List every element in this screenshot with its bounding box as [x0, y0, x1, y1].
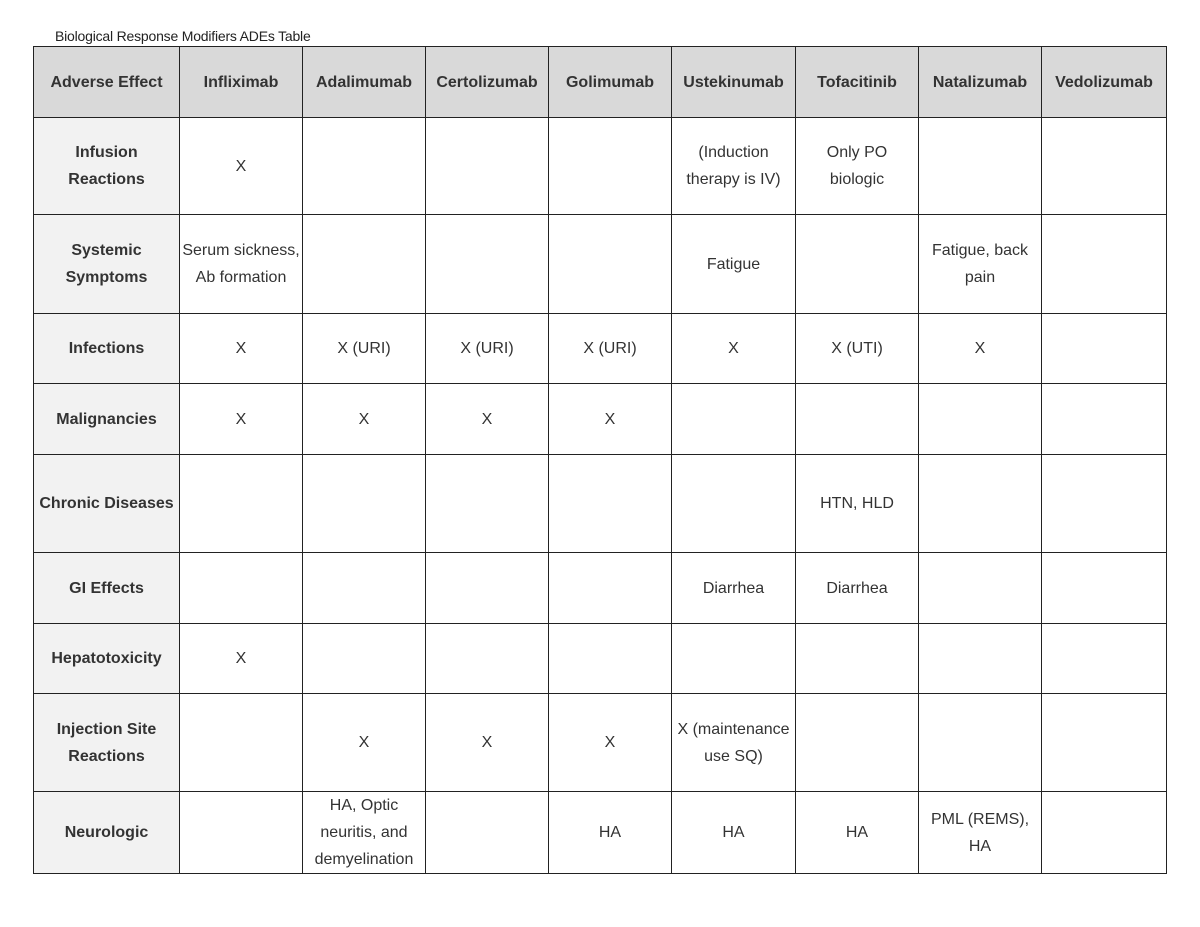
header-certolizumab: Certolizumab	[426, 47, 549, 118]
table-cell: X	[303, 694, 426, 792]
table-cell	[303, 624, 426, 694]
table-cell	[919, 694, 1042, 792]
table-cell: HA	[549, 792, 672, 874]
header-adverse-effect: Adverse Effect	[34, 47, 180, 118]
table-cell: X	[303, 384, 426, 455]
table-cell	[426, 624, 549, 694]
table-cell: X	[426, 384, 549, 455]
header-golimumab: Golimumab	[549, 47, 672, 118]
table-cell: X (URI)	[426, 314, 549, 384]
table-cell	[672, 624, 796, 694]
table-cell	[549, 553, 672, 624]
table-cell	[796, 694, 919, 792]
table-cell	[549, 118, 672, 215]
row-label: Infusion Reactions	[34, 118, 180, 215]
table-cell: Fatigue, back pain	[919, 215, 1042, 314]
table-cell: X	[549, 384, 672, 455]
table-cell	[1042, 314, 1167, 384]
table-cell	[426, 792, 549, 874]
table-cell: X	[672, 314, 796, 384]
table-cell	[1042, 792, 1167, 874]
table-cell	[426, 118, 549, 215]
header-tofacitinib: Tofacitinib	[796, 47, 919, 118]
table-row	[34, 553, 1167, 624]
table-row	[34, 455, 1167, 553]
table-cell: HA	[796, 792, 919, 874]
table-cell: X	[549, 694, 672, 792]
table-cell: Serum sickness, Ab formation	[180, 215, 303, 314]
table-cell	[1042, 118, 1167, 215]
table-cell	[796, 215, 919, 314]
row-label: Systemic Symptoms	[34, 215, 180, 314]
table-cell	[303, 455, 426, 553]
header-row	[34, 47, 1167, 118]
header-infliximab: Infliximab	[180, 47, 303, 118]
table-row	[34, 215, 1167, 314]
table-cell	[1042, 384, 1167, 455]
table-cell	[426, 553, 549, 624]
row-label: Hepatotoxicity	[34, 624, 180, 694]
table-cell	[1042, 694, 1167, 792]
table-cell	[672, 384, 796, 455]
row-label: Chronic Diseases	[34, 455, 180, 553]
table-cell: X	[180, 314, 303, 384]
table-cell	[796, 624, 919, 694]
table-cell	[919, 455, 1042, 553]
table-cell	[549, 215, 672, 314]
table-caption: Biological Response Modifiers ADEs Table	[55, 28, 311, 44]
row-label: Infections	[34, 314, 180, 384]
table-cell: X (URI)	[303, 314, 426, 384]
table-row	[34, 384, 1167, 455]
row-label: Malignancies	[34, 384, 180, 455]
ades-table	[33, 46, 1167, 874]
table-cell: Diarrhea	[796, 553, 919, 624]
table-cell: HTN, HLD	[796, 455, 919, 553]
table-cell: X	[180, 624, 303, 694]
table-cell: Fatigue	[672, 215, 796, 314]
table-row	[34, 624, 1167, 694]
table-cell	[672, 455, 796, 553]
table-row	[34, 694, 1167, 792]
header-vedolizumab: Vedolizumab	[1042, 47, 1167, 118]
table-cell	[1042, 624, 1167, 694]
table-cell	[180, 792, 303, 874]
table-cell	[796, 384, 919, 455]
table-row	[34, 792, 1167, 874]
table-cell	[426, 455, 549, 553]
table-row	[34, 118, 1167, 215]
table-cell: X	[919, 314, 1042, 384]
table-cell	[549, 624, 672, 694]
header-ustekinumab: Ustekinumab	[672, 47, 796, 118]
table-cell	[303, 215, 426, 314]
table-cell: X (maintenance use SQ)	[672, 694, 796, 792]
table-cell	[919, 384, 1042, 455]
header-natalizumab: Natalizumab	[919, 47, 1042, 118]
row-label: Neurologic	[34, 792, 180, 874]
table-cell	[303, 118, 426, 215]
row-label: Injection Site Reactions	[34, 694, 180, 792]
table-cell: X	[180, 118, 303, 215]
table-cell: HA	[672, 792, 796, 874]
table-cell	[303, 553, 426, 624]
table-cell	[1042, 215, 1167, 314]
table-cell: HA, Optic neuritis, and demyelination	[303, 792, 426, 874]
table-cell: X (URI)	[549, 314, 672, 384]
table-cell: PML (REMS), HA	[919, 792, 1042, 874]
table-cell: Diarrhea	[672, 553, 796, 624]
header-adalimumab: Adalimumab	[303, 47, 426, 118]
table-cell	[919, 624, 1042, 694]
table-cell	[180, 455, 303, 553]
table-cell: Only PO biologic	[796, 118, 919, 215]
table-cell	[426, 215, 549, 314]
row-label: GI Effects	[34, 553, 180, 624]
table-cell: (Induction therapy is IV)	[672, 118, 796, 215]
table-cell	[1042, 553, 1167, 624]
table-cell	[180, 694, 303, 792]
table-cell	[919, 118, 1042, 215]
table-cell: X	[426, 694, 549, 792]
table-cell	[919, 553, 1042, 624]
table-cell: X (UTI)	[796, 314, 919, 384]
table-cell	[549, 455, 672, 553]
table-row	[34, 314, 1167, 384]
table-cell	[1042, 455, 1167, 553]
table-cell: X	[180, 384, 303, 455]
table-cell	[180, 553, 303, 624]
